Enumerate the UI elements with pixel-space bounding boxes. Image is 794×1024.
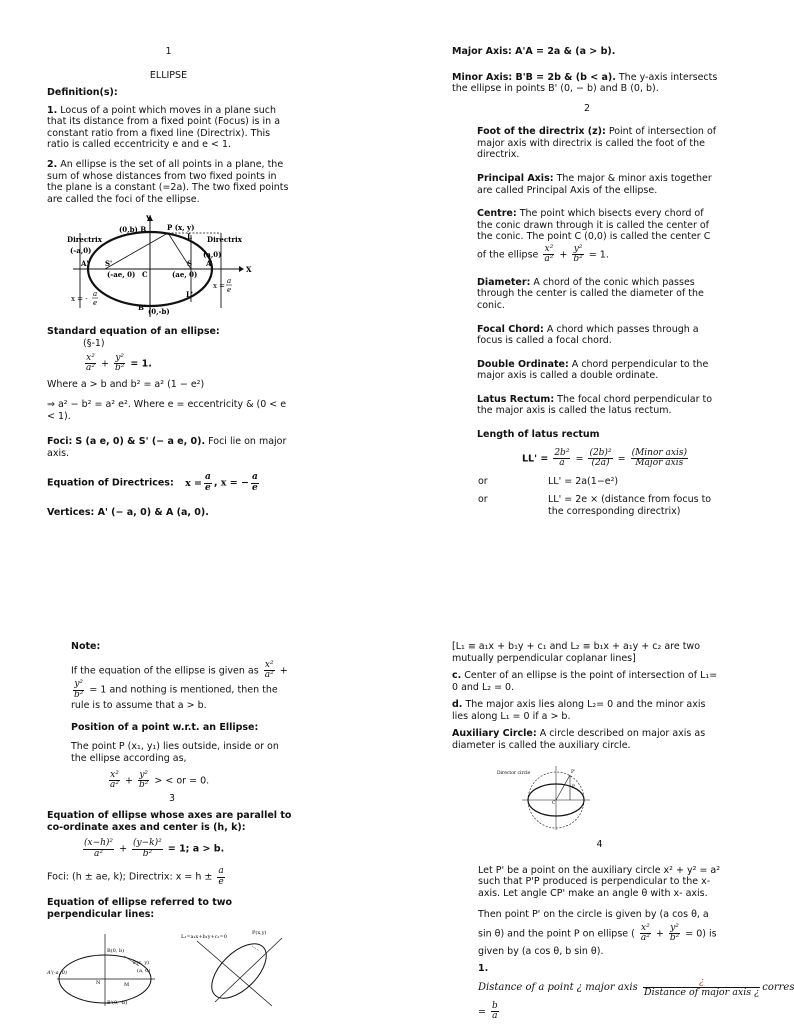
latus-formula-2: or LL' = 2a(1−e²) <box>478 476 619 488</box>
label-a: A <box>206 259 212 269</box>
label-s: S <box>187 259 193 269</box>
note-heading: Note: <box>71 641 101 652</box>
label-right-eq: x = <box>213 282 226 291</box>
label-b: (0,b) B <box>119 225 147 235</box>
label-left-a: a <box>93 290 98 299</box>
page-4 <box>452 641 794 1022</box>
implies-line: ⇒ a² − b² = a² e². Where e = eccentricity & (0 < e < 1). <box>47 398 287 422</box>
x-axis-arrow <box>239 266 244 272</box>
label-directrix-right: Directrix <box>207 235 242 245</box>
distance-ratio: Distance of a point ¿ major axis $\frac{¿}{\text{Distance of major axis ¿}}$ corres <box>478 976 794 999</box>
diameter: Diameter: A chord of the conic which passes through the center is called the diameter of the conic. <box>477 276 704 311</box>
let-text: Let P' be a point on the auxiliary circle x² + y² = a² such that P'P produced is perpendicular to the x-axis. Let angle CP' make an angle θ with x- axis. <box>478 864 721 899</box>
label-c: C <box>142 270 148 280</box>
svg-text:A'(-a, 0): A'(-a, 0) <box>47 970 67 977</box>
label-a-prime: A' <box>81 259 89 269</box>
label-p: P (x, y) <box>167 223 195 233</box>
item-d: d. The major axis lies along L₂= 0 and the minor axis lies along L₁ = 0 if a > b. <box>452 699 706 722</box>
length-latus-heading: Length of latus rectum <box>477 429 600 441</box>
page-1 <box>47 46 290 519</box>
definition-2: 2. An ellipse is the set of all points in a plane, the sum of whose distances from two fixed points in the plane is a constant (=2a). The two fixed points are called the foci of the ellipse. <box>47 159 289 205</box>
standard-equation-ref: (§-1) <box>83 337 105 349</box>
label-y: Y <box>146 214 151 224</box>
page-title: ELLIPSE <box>149 69 188 81</box>
standard-equation-heading: Standard equation of an ellipse: <box>47 326 220 338</box>
label-b-prime: B' <box>138 303 147 313</box>
label-l-prime: L' <box>186 290 194 300</box>
svg-text:C: C <box>552 800 556 806</box>
label-s-prime: S' <box>105 259 113 269</box>
ellipse-figure <box>47 213 290 318</box>
vertices-line: Vertices: A' (− a, 0) & A (a, 0). <box>47 507 209 519</box>
lines-note: [L₁ ≡ a₁x + b₁y + c₁ and L₂ ≡ b₁x + a₁y + c₂ are two mutually perpendicular coplanar lines] <box>452 641 701 664</box>
minor-axis-line: Minor Axis: B'B = 2b & (b < a). The y-axis intersects the ellipse in points B' (0, − b) and B (0, b). <box>452 71 718 95</box>
svg-text:P(x,y): P(x,y) <box>252 930 267 937</box>
auxiliary-circle: Auxiliary Circle: A circle described on major axis as diameter is called the auxiliary circle. <box>452 728 706 752</box>
standard-equation: $\frac{\text{x²}}{\text{a²}}$ + $\frac{\text{y²}}{\text{b²}}$ = 1. <box>86 352 152 373</box>
auxiliary-figure <box>492 760 612 830</box>
where-line: Where a > b and b² = a² (1 − e²) <box>47 379 205 391</box>
page-number-3: 3 <box>168 792 176 804</box>
foci-line: Foci: S (a e, 0) & S' (− a e, 0). Foci lie on major axis. <box>47 436 287 459</box>
svg-text:P(x, y): P(x, y) <box>133 960 150 967</box>
perpendicular-heading: Equation of ellipse referred to two perpendicular lines: <box>47 897 233 920</box>
label-l: L <box>187 232 192 242</box>
svg-text:P': P' <box>571 769 576 775</box>
svg-text:N: N <box>96 980 101 987</box>
page-3 <box>47 641 297 1010</box>
svg-text:B(0, b): B(0, b) <box>107 948 125 955</box>
item-c: c. Center of an ellipse is the point of intersection of L₁= 0 and L₂ = 0. <box>452 670 718 693</box>
note-text: If the equation of the ellipse is given as $\frac{\text{x²}}{\text{a²}}$ + $\frac{\text{y²}}{\text{b²}}$ = 1 and nothing is mentioned, then the rule is to assume that a > b. <box>71 659 288 712</box>
position-equation: $\frac{\text{x²}}{\text{a²}}$ + $\frac{\text{y²}}{\text{b²}}$ > < or = 0. <box>110 769 210 791</box>
item-1: 1. <box>478 963 489 975</box>
label-right-a: a <box>227 277 232 286</box>
svg-text:L₁=a₁x+b₁y+c₁=0: L₁=a₁x+b₁y+c₁=0 <box>181 934 227 941</box>
parallel-heading: Equation of ellipse whose axes are parallel to co-ordinate axes and center is (h, k): <box>47 810 292 833</box>
foot-directrix: Foot of the directrix (z): Point of intersection of major axis with directrix is called the foot of the directrix. <box>477 126 717 161</box>
page-number-4: 4 <box>596 839 603 851</box>
page-number: 1 <box>165 46 172 57</box>
parallel-foci: Foci: (h ± ae, k); Directrix: x = h ± $\frac{a}{e}$ <box>47 866 224 887</box>
label-left-eq: x = - <box>71 295 88 304</box>
ratio-b-over-a: = $\frac{b}{a}$ <box>478 1001 498 1022</box>
label-x: X <box>246 265 252 275</box>
directrices-line: Equation of Directrices: x = $\frac{a}{e}$ , x = − $\frac{a}{e}$ <box>47 472 258 493</box>
label-directrix-left: Directrix <box>67 235 102 245</box>
principal-axis: Principal Axis: The major & minor axis together are called Principal Axis of the ellipse. <box>477 173 712 196</box>
parallel-equation: $\frac{\text{(x−h)²}}{\text{a²}}$ + $\frac{\text{(y−k)²}}{\text{b²}}$ = 1; a > b. <box>84 838 225 859</box>
double-ordinate: Double Ordinate: A chord perpendicular to the major axis is called a double ordinate. <box>477 358 709 382</box>
label-a-neg: (-a,0) <box>70 246 92 256</box>
position-text: The point P (x₁, y₁) lies outside, inside or on the ellipse according as, <box>71 741 279 765</box>
label-a-pos: (a,0) <box>203 250 222 260</box>
latus-formula-1: LL' = $\frac{\text{2b²}}{a}$ = $\frac{\text{(2b)²}}{(2a)}$ = $\frac{\text{(Minor axis)}}{\text{Major axis}}$ <box>522 447 687 469</box>
page-2 <box>452 46 722 517</box>
centre-equation: of the ellipse $\frac{\text{x²}}{\text{a²}}$ + $\frac{\text{y²}}{\text{b²}}$ = 1. <box>477 243 609 265</box>
major-axis-line: Major Axis: A'A = 2a & (a > b). <box>452 46 616 57</box>
centre: Centre: The point which bisects every chord of the conic drawn through it is called the center of the conic. The point C (0,0) is called the center C <box>477 208 711 243</box>
then-text: Then point P' on the circle is given by (a cos θ, a sin θ) and the point P on ellipse ( $\frac{\text{x²}}{\text{a²}}$ + $\frac{\text{y²}}{\text{b²}}$ = 0) is given by (a cos θ, b sin θ). <box>478 908 717 958</box>
label-left-e: e <box>93 299 98 308</box>
label-right-e: e <box>227 286 232 295</box>
svg-text:Director circle: Director circle <box>497 770 531 776</box>
svg-text:(a, 0): (a, 0) <box>137 968 151 975</box>
latus-rectum: Latus Rectum: The focal chord perpendicular to the major axis is called the latus rectum. <box>477 393 713 417</box>
svg-text:P: P <box>572 784 576 790</box>
svg-text:M: M <box>124 982 130 989</box>
position-heading: Position of a point w.r.t. an Ellipse: <box>71 721 259 733</box>
latus-formula-3: or LL' = 2e × (distance from focus to the corresponding directrix) <box>478 494 712 517</box>
label-ae-neg: (-ae, 0) <box>107 270 136 280</box>
definition-1: 1. Locus of a point which moves in a plane such that its distance from a fixed point (Focus) is in a constant ratio from a fixed line (Directrix). This ratio is called eccentricity e and e < 1. <box>47 104 281 151</box>
page-number-2: 2 <box>583 102 591 114</box>
svg-text:B'(0, -b): B'(0, -b) <box>107 1000 128 1007</box>
focal-chord: Focal Chord: A chord which passes through a focus is called a focal chord. <box>477 323 699 347</box>
definition-heading: Definition(s): <box>47 87 118 99</box>
label-ae-pos: (ae, 0) <box>172 270 198 280</box>
label-b-neg: (0,-b) <box>148 307 170 317</box>
perpendicular-figures <box>47 926 297 1006</box>
